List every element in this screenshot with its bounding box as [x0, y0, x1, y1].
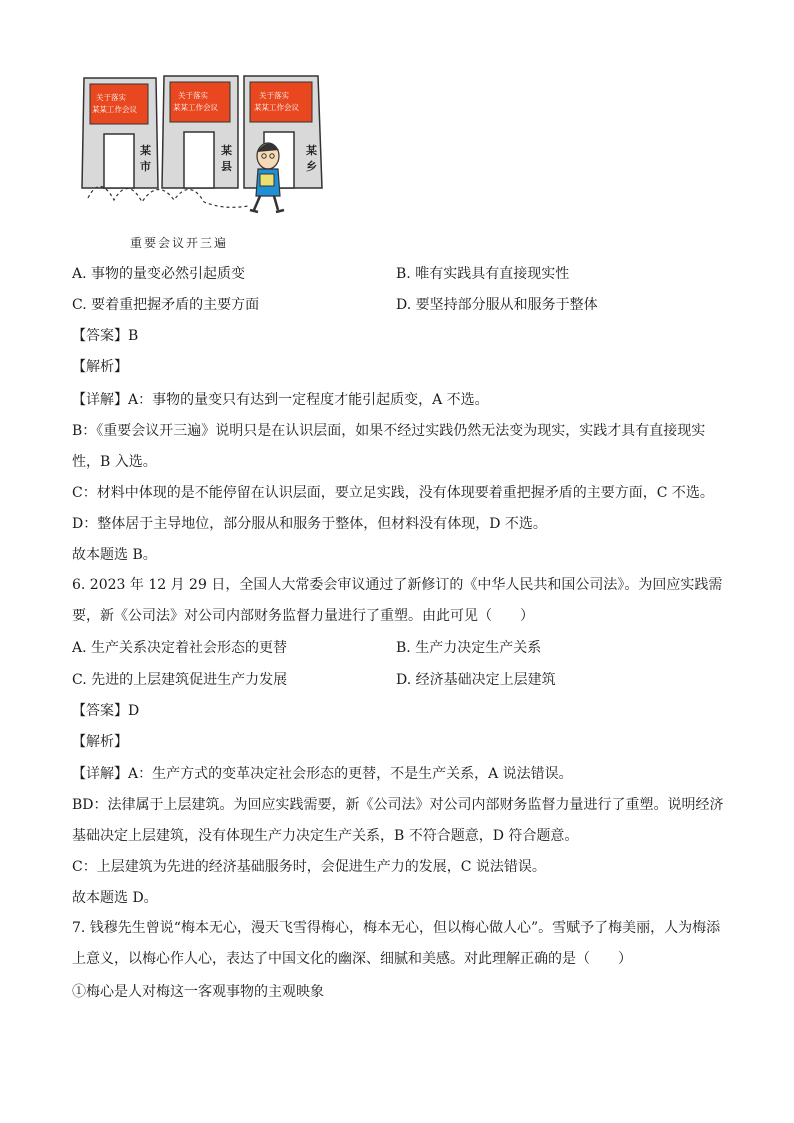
gate-township [244, 76, 322, 188]
q6-option-c: C. 先进的上层建筑促进生产力发展 [72, 672, 288, 688]
q6-option-a: A. 生产关系决定着社会形态的更替 [72, 640, 288, 656]
svg-text:某: 某 [221, 144, 232, 157]
q5-conclusion: 故本题选 B。 [72, 547, 157, 563]
gate-county [162, 76, 238, 188]
q6-answer: 【答案】D [72, 703, 140, 719]
svg-text:某某工作会议: 某某工作会议 [173, 103, 218, 112]
q5-analysis-title: 【解析】 [72, 359, 128, 375]
cartoon-illustration [78, 70, 340, 220]
svg-text:某: 某 [306, 144, 317, 157]
svg-text:县: 县 [221, 160, 232, 173]
svg-text:某某工作会议: 某某工作会议 [92, 105, 137, 114]
q7-stem: 7. 钱穆先生曾说“梅本无心，漫天飞雪得梅心，梅本无心，但以梅心做人心”。雪赋予了梅美丽，人为梅添上意义，以梅心作人心，表达了中国文化的幽深、细腻和美感。对此理解正确的是（ ） [72, 920, 721, 967]
gate-city [82, 78, 158, 188]
q5-detail-d: D：整体居于主导地位，部分服从和服务于整体，但材料没有体现，D 不选。 [72, 516, 547, 532]
q6-option-d: D. 经济基础决定上层建筑 [396, 672, 556, 688]
svg-text:乡: 乡 [306, 160, 317, 173]
svg-text:某某工作会议: 某某工作会议 [254, 103, 299, 112]
q5-option-b: B. 唯有实践具有直接现实性 [396, 266, 570, 282]
q7-item-1: ①梅心是人对梅这一客观事物的主观映象 [72, 984, 324, 1000]
q5-option-c: C. 要着重把握矛盾的主要方面 [72, 297, 260, 313]
svg-text:关于落实: 关于落实 [178, 91, 208, 100]
q5-option-d: D. 要坚持部分服从和服务于整体 [396, 297, 598, 313]
q6-detail-c: C：上层建筑为先进的经济基础服务时，会促进生产力的发展，C 说法错误。 [72, 859, 546, 875]
walking-path [88, 186, 248, 207]
q6-detail-a: 【详解】A：生产方式的变革决定社会形态的更替，不是生产关系，A 说法错误。 [72, 766, 573, 782]
q5-option-a: A. 事物的量变必然引起质变 [72, 266, 246, 282]
q6-stem: 6. 2023 年 12 月 29 日，全国人大常委会审议通过了新修订的《中华人民共和国公司法》。为回应实践需要，新《公司法》对公司内部财务监督力量进行了重塑。由此可见（ ） [72, 577, 723, 624]
svg-text:市: 市 [140, 160, 151, 173]
q6-option-b: B. 生产力决定生产关系 [396, 640, 542, 656]
q6-analysis-title: 【解析】 [72, 734, 128, 750]
q6-detail-bd: BD：法律属于上层建筑。为回应实践需要，新《公司法》对公司内部财务监督力量进行了重塑。说明经济基础决定上层建筑，没有体现生产力决定生产关系，B 不符合题意，D 符合题意。 [72, 797, 724, 844]
svg-text:关于落实: 关于落实 [259, 91, 289, 100]
cartoon-caption: 重要会议开三遍 [130, 236, 229, 250]
svg-text:关于落实: 关于落实 [96, 93, 126, 102]
q5-answer: 【答案】B [72, 328, 139, 344]
q6-conclusion: 故本题选 D。 [72, 890, 158, 906]
q5-detail-b: B：《重要会议开三遍》说明只是在认识层面，如果不经过实践仍然无法变为现实，实践才具有直接现实性，B 入选。 [72, 423, 706, 470]
svg-text:某: 某 [140, 144, 151, 157]
q5-detail-a: 【详解】A：事物的量变只有达到一定程度才能引起质变，A 不选。 [72, 392, 489, 408]
q5-detail-c: C：材料中体现的是不能停留在认识层面，要立足实践，没有体现要着重把握矛盾的主要方面，C 不选。 [72, 485, 714, 501]
